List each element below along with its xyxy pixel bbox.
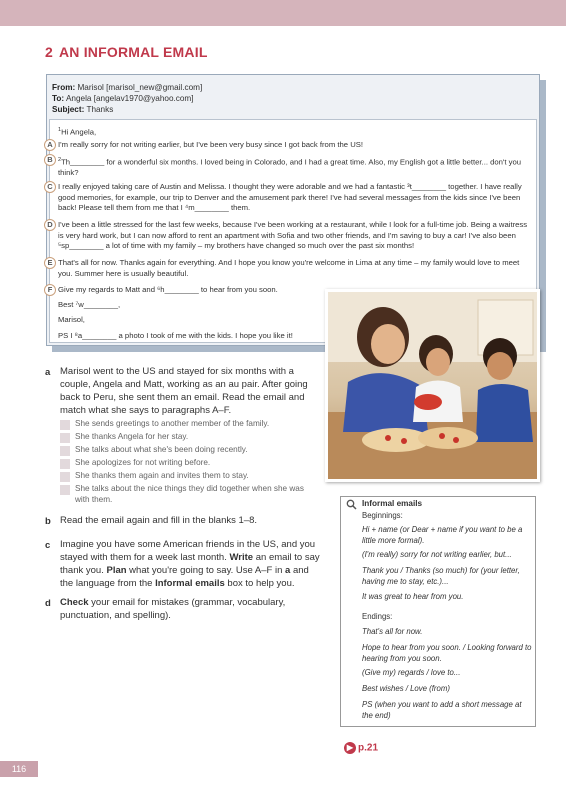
email-closing: Best ⁷w________,	[58, 300, 121, 309]
answer-box[interactable]	[60, 420, 70, 430]
email-signature: Marisol,	[58, 315, 85, 324]
paragraph-marker: D	[44, 219, 56, 231]
to-label: To:	[52, 94, 65, 103]
match-item-text: She thanks Angela for her stay.	[75, 432, 189, 441]
beginning-phrase: It was great to hear from you.	[362, 592, 464, 601]
match-item-text: She talks about the nice things they did together when she was with them.	[75, 484, 304, 504]
paragraph-marker: A	[44, 139, 56, 151]
match-item	[60, 445, 310, 456]
ending-phrase: That's all for now.	[362, 627, 423, 636]
question-b-text: Read the email again and fill in the blanks 1–8.	[60, 515, 257, 526]
ending-phrase: Hope to hear from you soon. / Looking forward to hearing from you soon.	[362, 643, 532, 663]
match-item-text: She sends greetings to another member of the family.	[75, 419, 270, 428]
blank-number: 1	[58, 127, 62, 133]
question-a-text: Marisol went to the US and stayed for six months with a couple, Angela and Matt, working as an au pair. After going back to Peru, she sent them an email. Read the email and match what she says to paragraphs A–F.	[60, 366, 308, 416]
answer-box[interactable]	[60, 446, 70, 456]
question-b-label: b	[45, 516, 51, 527]
email-paragraph-e: That's all for now. Thanks again for everything. And I hope you know you're welcome in Lima at any time – my family would love to meet you. Summer here is usually beautiful.	[58, 258, 520, 278]
email-paragraph-c: I really enjoyed taking care of Austin and Melissa. I thought they were adorable and we had a fantastic ³t________ together. I have really good memories, for example, our trip to Denver and the amusement park there! I've had several messages from the kids since I've been back! Please tell them from me that I ⁴m________ them.	[58, 182, 522, 212]
paragraph-marker: C	[44, 181, 56, 193]
family-photo	[325, 289, 540, 482]
email-paragraph-a: I'm really sorry for not writing earlier, but I've been very busy since I got back from the US!	[58, 140, 364, 149]
play-arrow-icon: ▶	[344, 742, 356, 754]
question-a-label: a	[45, 367, 51, 378]
paragraph-marker: F	[44, 284, 56, 296]
match-item-text: She apologizes for not writing before.	[75, 458, 211, 467]
section-heading: AN INFORMAL EMAIL	[59, 44, 208, 60]
question-d-label: d	[45, 598, 51, 609]
top-banner	[0, 0, 566, 26]
beginning-phrase: (I'm really) sorry for not writing earlier, but...	[362, 550, 512, 559]
paragraph-text: Th________ for a wonderful six months. I loved being in Colorado, and I had a great time. Also, my English got a little better... don't you think?	[58, 157, 522, 178]
email-paragraph-b	[58, 155, 530, 179]
endings-heading: Endings:	[362, 612, 393, 621]
question-c-text: Imagine you have some American friends in the US, and you stayed with them for a week last month. Write an email to say thank you. Plan what you're going to say. Use A–F in a and the language from the Informal emails box to help you.	[60, 539, 320, 589]
match-item	[60, 432, 310, 443]
email-paragraph-d: I've been a little stressed for the last few weeks, because I've been working at a restaurant, while I look for a full-time job. Being a waitress is very hard work, but I can now afford to rent an apartment with Sofia and two other friends, and I'm saving to buy a car! I've also been ⁵sp________ a lot of time with my family – my brothers have changed so much over the past six months!	[58, 220, 528, 250]
match-item-text: She thanks them again and invites them to stay.	[75, 471, 249, 480]
page-reference[interactable]	[344, 742, 378, 754]
ending-phrase: PS (when you want to add a short message at the end)	[362, 700, 522, 720]
match-item	[60, 484, 310, 505]
match-item	[60, 458, 310, 469]
page-number: 116	[0, 761, 38, 777]
from-value: Marisol [marisol_new@gmail.com]	[77, 83, 203, 92]
magnifier-icon	[346, 499, 357, 510]
from-label: From:	[52, 83, 76, 92]
answer-box[interactable]	[60, 433, 70, 443]
question-d-text: Check your email for mistakes (grammar, vocabulary, punctuation, and spelling).	[60, 597, 286, 621]
beginning-phrase: Thank you / Thanks (so much) for (your letter, having me to stay, etc.)...	[362, 566, 520, 586]
question-c-label: c	[45, 540, 51, 551]
paragraph-marker: E	[44, 257, 56, 269]
email-header	[52, 82, 202, 115]
subject-label: Subject:	[52, 105, 85, 114]
section-title	[45, 44, 208, 60]
kitchen-scene-icon	[328, 292, 537, 479]
email-paragraph-f: Give my regards to Matt and ⁶h________ to hear from you soon.	[58, 285, 278, 294]
greeting-text: Hi Angela,	[61, 127, 97, 137]
ending-phrase: (Give my) regards / love to...	[362, 668, 461, 677]
email-greeting	[58, 125, 530, 138]
match-item	[60, 471, 310, 482]
answer-box[interactable]	[60, 485, 70, 495]
blank-number: 2	[58, 157, 62, 163]
email-ps: PS I ⁸a________ a photo I took of me with the kids. I hope you like it!	[58, 331, 293, 340]
to-value: Angela [angelav1970@yahoo.com]	[65, 94, 194, 103]
beginnings-heading: Beginnings:	[362, 511, 403, 520]
subject-value: Thanks	[86, 105, 114, 114]
photo-illustration	[328, 292, 537, 479]
ending-phrase: Best wishes / Love (from)	[362, 684, 450, 693]
paragraph-marker: B	[44, 154, 56, 166]
informal-box-title: Informal emails	[362, 499, 423, 508]
section-number: 2	[45, 44, 53, 60]
beginning-phrase: Hi + name (or Dear + name if you want to be a little more formal).	[362, 525, 523, 545]
answer-box[interactable]	[60, 459, 70, 469]
match-item-text: She talks about what she's been doing recently.	[75, 445, 248, 454]
page-reference-text: p.21	[358, 742, 379, 754]
answer-box[interactable]	[60, 472, 70, 482]
match-item	[60, 419, 310, 430]
